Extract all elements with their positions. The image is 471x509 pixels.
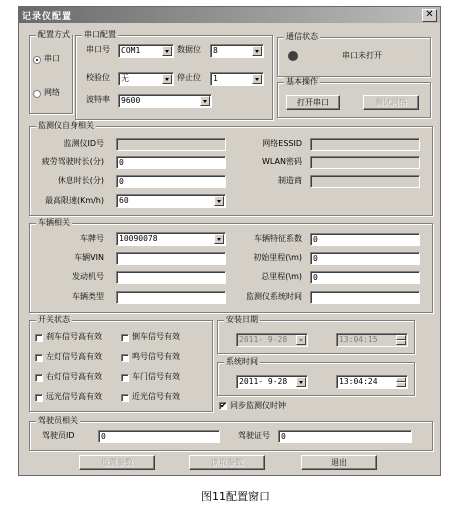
config-mode-group bbox=[29, 30, 73, 114]
serial-mode-label: 串口 bbox=[44, 54, 60, 63]
stopbits-select[interactable] bbox=[210, 72, 264, 86]
vin-label: 车辆VIN bbox=[74, 253, 104, 262]
sys-time-field[interactable] bbox=[310, 291, 420, 304]
left-light-checkbox[interactable] bbox=[35, 354, 43, 362]
window-title: 记录仪配置 bbox=[22, 12, 73, 22]
system-date-picker[interactable] bbox=[236, 375, 308, 389]
monitor-id-field[interactable] bbox=[116, 138, 226, 151]
parity-select[interactable] bbox=[118, 72, 174, 86]
engine-label: 发动机号 bbox=[72, 272, 104, 281]
system-date-value: 2011- 9-28 bbox=[239, 377, 288, 386]
low-beam-label: 近光信号有效 bbox=[132, 392, 180, 401]
init-mileage-label: 初始里程(\m) bbox=[253, 253, 302, 262]
chevron-down-icon[interactable] bbox=[252, 74, 262, 84]
stopbits-label: 停止位 bbox=[177, 73, 201, 82]
chevron-down-icon[interactable] bbox=[162, 74, 172, 84]
total-mileage-label: 总里程(\m) bbox=[261, 272, 302, 281]
brake-signal-label: 刹车信号高有效 bbox=[46, 332, 102, 341]
left-light-label: 左灯信号高有效 bbox=[46, 352, 102, 361]
chevron-down-icon[interactable] bbox=[162, 46, 172, 56]
plate-label: 车牌号 bbox=[80, 234, 104, 243]
databits-select[interactable] bbox=[210, 44, 264, 58]
maker-label: 制造商 bbox=[278, 176, 302, 185]
system-time-spinner[interactable] bbox=[336, 375, 408, 389]
monitor-group bbox=[29, 121, 433, 216]
vin-field[interactable] bbox=[116, 252, 226, 265]
fatigue-label: 疲劳驾驶时长(分) bbox=[41, 157, 104, 166]
speed-select[interactable] bbox=[116, 194, 226, 208]
port-value: COM1 bbox=[121, 46, 141, 55]
plate-select[interactable] bbox=[116, 232, 226, 246]
install-date-picker[interactable] bbox=[236, 333, 308, 347]
set-params-button[interactable]: 设置参数 bbox=[79, 455, 155, 470]
high-beam-checkbox[interactable] bbox=[35, 394, 43, 402]
comm-status-legend: 通信状态 bbox=[286, 32, 318, 41]
essid-field[interactable] bbox=[310, 138, 420, 151]
vehicle-group bbox=[29, 218, 433, 313]
high-beam-label: 远光信号高有效 bbox=[46, 392, 102, 401]
system-time-legend: 系统时间 bbox=[226, 357, 258, 366]
rest-field[interactable]: 0 bbox=[116, 175, 226, 188]
install-date-group bbox=[217, 315, 415, 354]
exit-button[interactable]: 退出 bbox=[301, 455, 377, 470]
basic-ops-group bbox=[277, 77, 431, 118]
databits-value: 8 bbox=[213, 46, 218, 55]
license-label: 驾驶证号 bbox=[238, 431, 270, 440]
fatigue-field[interactable]: 0 bbox=[116, 156, 226, 169]
system-time-group bbox=[217, 357, 415, 396]
switch-status-group bbox=[29, 315, 213, 412]
reverse-signal-checkbox[interactable] bbox=[121, 334, 129, 342]
driver-legend: 驾驶员相关 bbox=[38, 416, 78, 425]
maker-field[interactable] bbox=[310, 175, 420, 188]
chevron-down-icon[interactable] bbox=[214, 196, 224, 206]
spinner-arrows-icon[interactable] bbox=[396, 335, 406, 345]
close-button[interactable] bbox=[422, 9, 437, 22]
network-mode-radio[interactable] bbox=[33, 90, 41, 98]
monitor-legend: 监测仪自身相关 bbox=[38, 121, 94, 130]
basic-ops-legend: 基本操作 bbox=[286, 77, 318, 86]
stopbits-value: 1 bbox=[213, 74, 218, 83]
config-window bbox=[18, 6, 441, 476]
low-beam-checkbox[interactable] bbox=[121, 394, 129, 402]
parity-value: 无 bbox=[121, 74, 129, 83]
plate-value: 10090078 bbox=[119, 234, 158, 243]
horn-signal-label: 鸣号信号有效 bbox=[132, 352, 180, 361]
monitor-id-label: 监测仪ID号 bbox=[63, 139, 104, 148]
open-port-button[interactable]: 打开串口 bbox=[286, 95, 340, 110]
spinner-arrows-icon[interactable] bbox=[396, 377, 406, 387]
vehicle-type-label: 车辆类型 bbox=[72, 292, 104, 301]
install-date-legend: 安装日期 bbox=[226, 315, 258, 324]
right-light-label: 右灯信号高有效 bbox=[46, 372, 102, 381]
essid-label: 网络ESSID bbox=[262, 139, 302, 148]
serial-config-group bbox=[75, 30, 273, 120]
brake-signal-checkbox[interactable] bbox=[35, 334, 43, 342]
driver-id-label: 驾驶员ID bbox=[42, 431, 75, 440]
coef-label: 车辆特征系数 bbox=[254, 234, 302, 243]
total-mileage-field[interactable]: 0 bbox=[310, 271, 420, 284]
install-time-value: 13:04:15 bbox=[339, 335, 378, 344]
coef-field[interactable]: 0 bbox=[310, 233, 420, 246]
serial-config-legend: 串口配置 bbox=[84, 30, 116, 39]
read-params-button[interactable]: 读取参数 bbox=[189, 455, 265, 470]
test-network-button[interactable]: 测试网络 bbox=[363, 95, 419, 110]
init-mileage-field[interactable]: 0 bbox=[310, 252, 420, 265]
install-date-value: 2011- 9-28 bbox=[239, 335, 288, 344]
status-indicator-icon bbox=[288, 51, 298, 61]
port-label: 串口号 bbox=[86, 45, 110, 54]
parity-label: 校验位 bbox=[86, 73, 110, 82]
rest-label: 休息时长(分) bbox=[57, 176, 104, 185]
baud-select[interactable] bbox=[118, 94, 212, 108]
speed-value: 60 bbox=[119, 196, 129, 205]
speed-label: 最高限速(Km/h) bbox=[44, 196, 104, 205]
license-field[interactable]: 0 bbox=[278, 430, 412, 443]
sync-clock-checkbox[interactable] bbox=[219, 402, 227, 410]
wlan-label: WLAN密码 bbox=[261, 157, 302, 166]
checkmark-icon: ✔ bbox=[220, 401, 227, 410]
comm-status-group bbox=[277, 32, 431, 77]
door-signal-checkbox[interactable] bbox=[121, 374, 129, 382]
driver-group bbox=[29, 416, 433, 451]
comm-status-text: 串口未打开 bbox=[342, 51, 382, 60]
system-time-value: 13:04:24 bbox=[339, 377, 378, 386]
chevron-down-icon[interactable] bbox=[252, 46, 262, 56]
baud-label: 波特率 bbox=[86, 95, 110, 104]
reverse-signal-label: 倒车信号有效 bbox=[132, 332, 180, 341]
horn-signal-checkbox[interactable] bbox=[121, 354, 129, 362]
engine-field[interactable] bbox=[116, 271, 226, 284]
title-bar[interactable] bbox=[19, 7, 440, 23]
chevron-down-icon[interactable] bbox=[200, 96, 210, 106]
vehicle-type-field[interactable] bbox=[116, 291, 226, 304]
figure-caption: 图11配置窗口 bbox=[201, 490, 270, 503]
close-icon: ✕ bbox=[425, 9, 434, 20]
switch-status-legend: 开关状态 bbox=[38, 315, 70, 324]
serial-mode-radio[interactable] bbox=[33, 56, 41, 64]
baud-value: 9600 bbox=[121, 96, 141, 105]
vehicle-legend: 车辆相关 bbox=[38, 218, 70, 227]
chevron-down-icon[interactable] bbox=[296, 377, 306, 387]
sync-clock-label: 同步监测仪时钟 bbox=[230, 401, 286, 410]
chevron-down-icon[interactable] bbox=[214, 234, 224, 244]
databits-label: 数据位 bbox=[177, 45, 201, 54]
sys-time-label: 监测仪系统时间 bbox=[246, 292, 302, 301]
wlan-field[interactable] bbox=[310, 156, 420, 169]
door-signal-label: 车门信号有效 bbox=[132, 372, 180, 381]
install-time-spinner[interactable] bbox=[336, 333, 408, 347]
chevron-down-icon[interactable] bbox=[296, 335, 306, 345]
driver-id-field[interactable]: 0 bbox=[98, 430, 220, 443]
network-mode-label: 网络 bbox=[44, 88, 60, 97]
config-mode-legend: 配置方式 bbox=[38, 30, 70, 39]
port-select[interactable] bbox=[118, 44, 174, 58]
right-light-checkbox[interactable] bbox=[35, 374, 43, 382]
